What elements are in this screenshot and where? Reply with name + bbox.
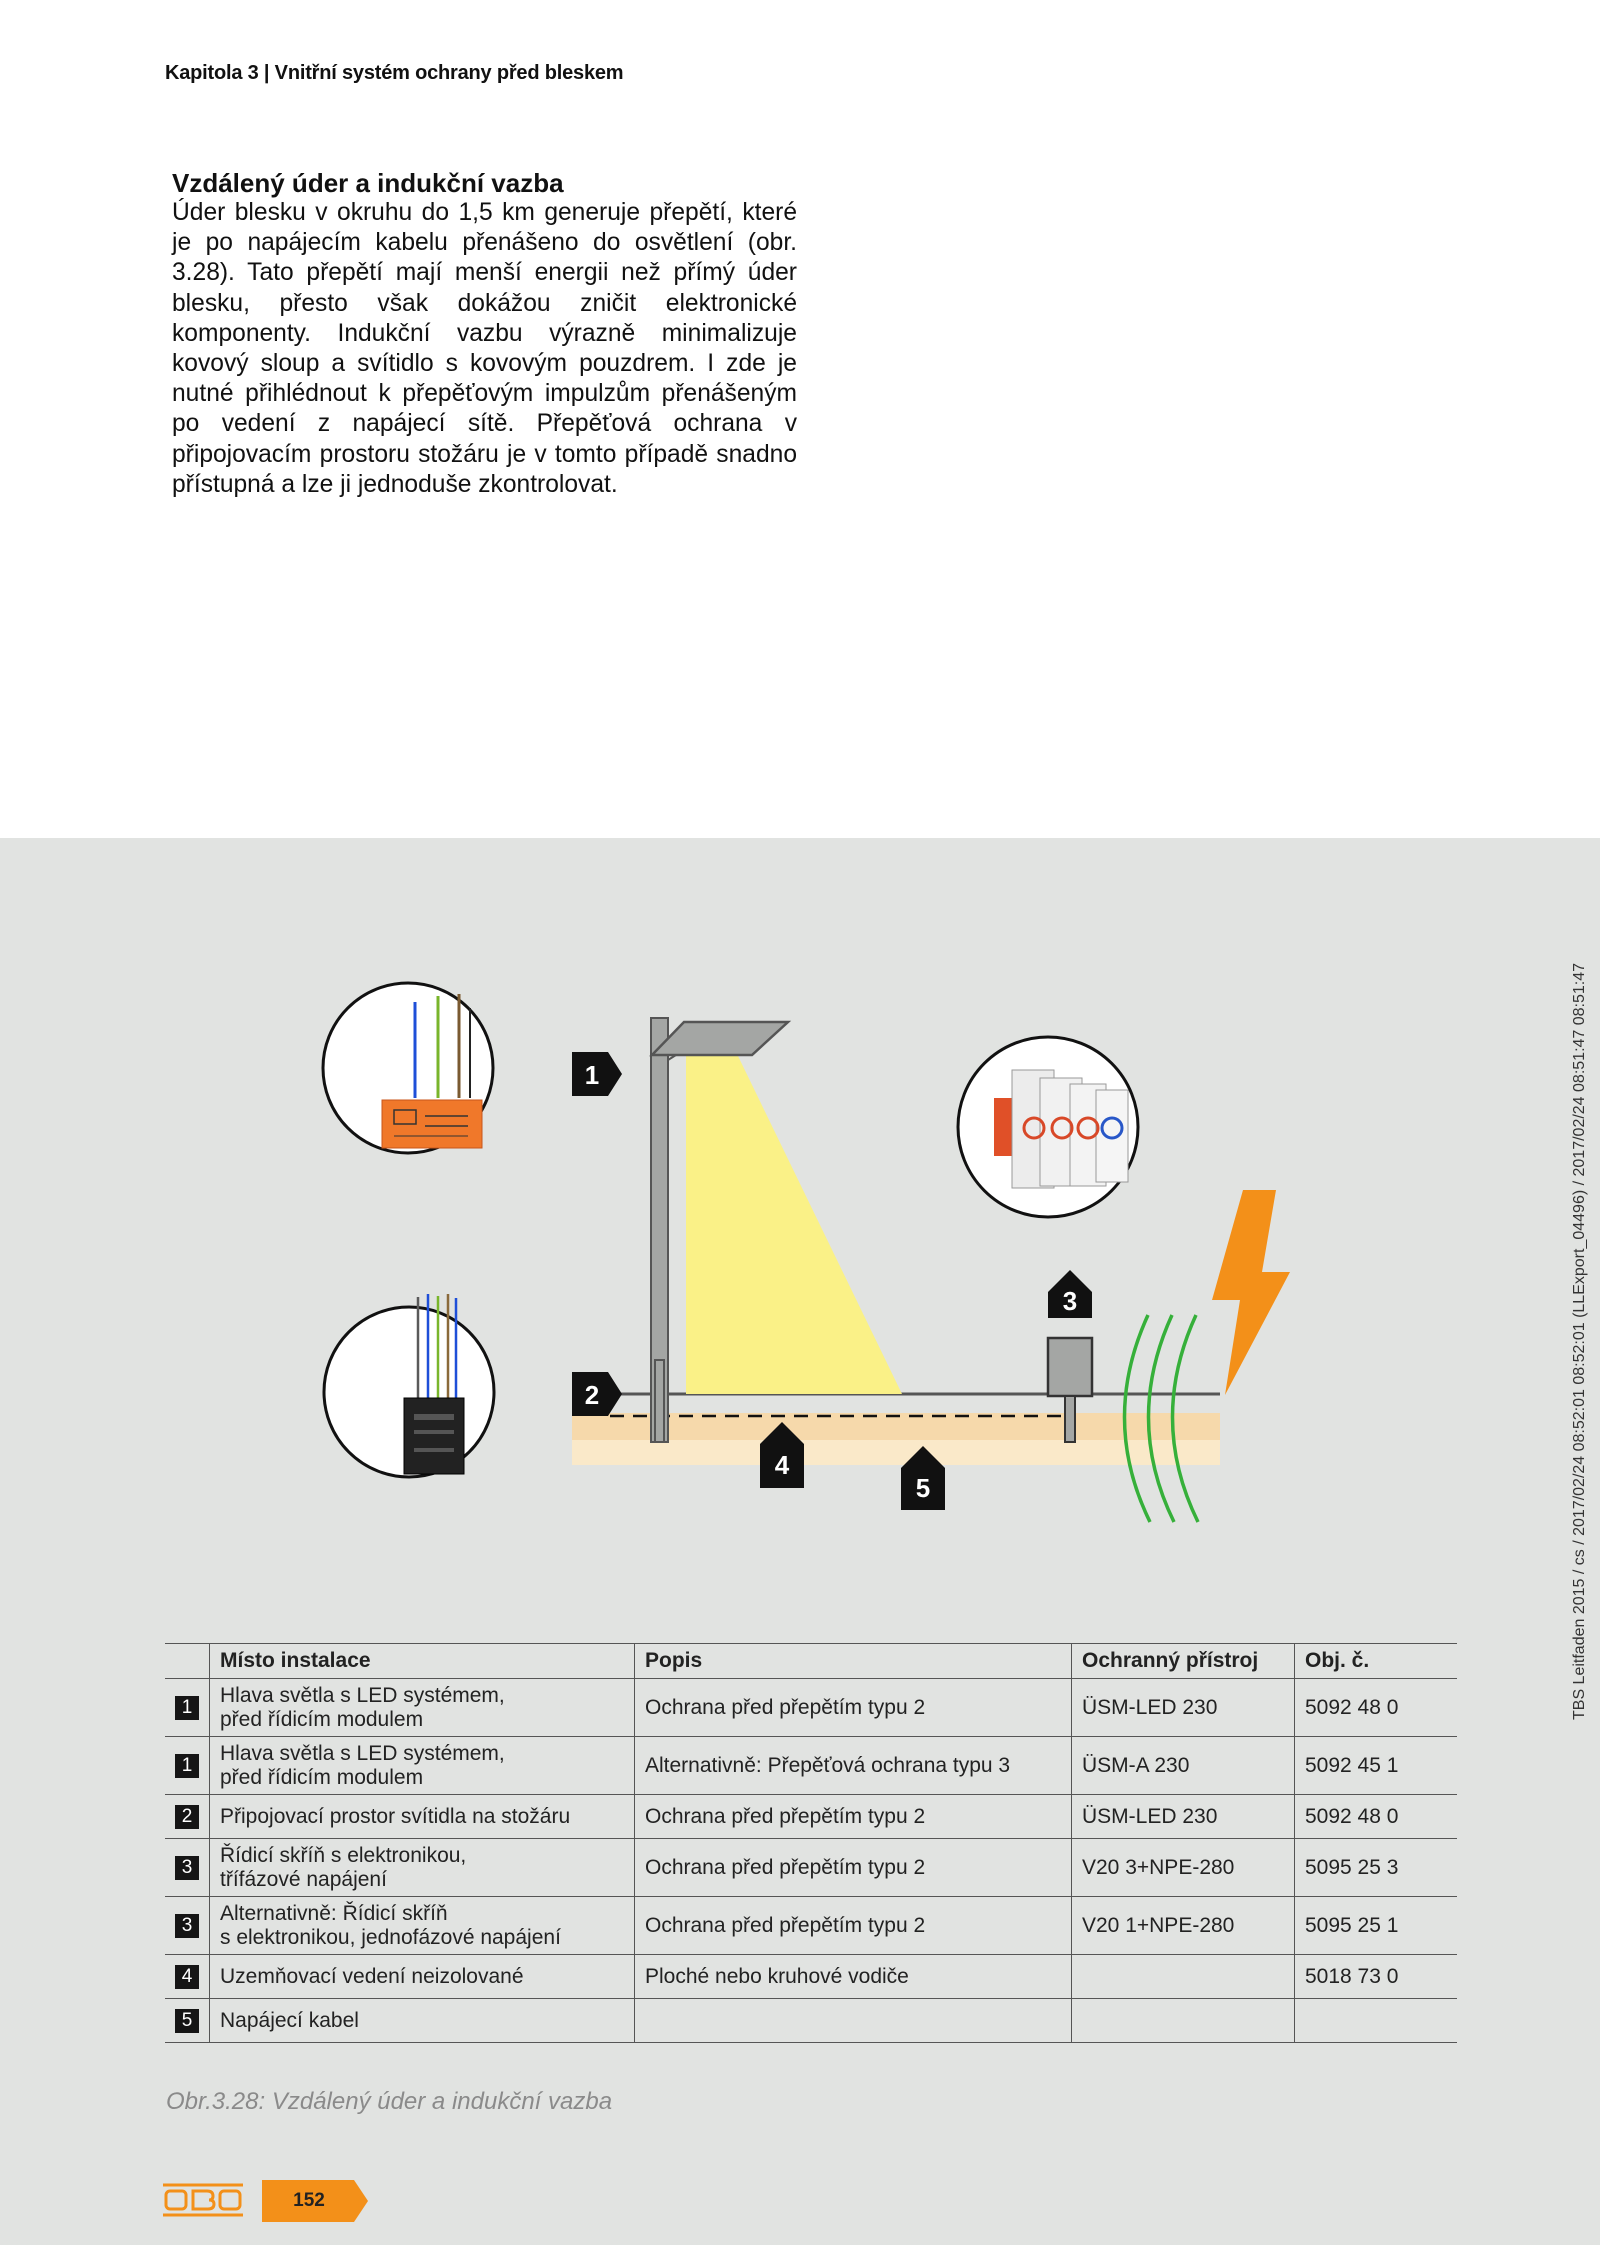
row-pristroj: ÜSM-A 230	[1072, 1737, 1295, 1795]
ground-lower-layer	[572, 1440, 1220, 1465]
row-obj: 5018 73 0	[1295, 1955, 1458, 1999]
header-pristroj: Ochranný přístroj	[1072, 1644, 1295, 1679]
protection-table	[165, 1643, 1457, 2043]
row-popis: Alternativně: Přepěťová ochrana typu 3	[635, 1737, 1072, 1795]
callout-tag-1	[572, 1052, 622, 1096]
header-num	[165, 1644, 210, 1679]
row-popis	[635, 1999, 1072, 2043]
row-misto-line1: Uzemňovací vedení neizolované	[220, 1964, 524, 1988]
row-misto-line1: Hlava světla s LED systémem,	[220, 1741, 505, 1765]
row-pristroj: ÜSM-LED 230	[1072, 1795, 1295, 1839]
figure-caption: Obr.3.28: Vzdálený úder a indukční vazba	[166, 2088, 613, 2115]
row-misto-line1: Řídicí skříň s elektronikou,	[220, 1843, 467, 1867]
callout-tag-3	[1048, 1270, 1092, 1318]
table-header-row	[165, 1644, 1457, 1679]
row-number-badge: 3	[175, 1856, 199, 1880]
table-row	[165, 1839, 1457, 1897]
table-row	[165, 1999, 1457, 2043]
led-module-black-inset	[324, 1294, 494, 1477]
row-number-badge: 4	[175, 1965, 199, 1989]
article-heading: Vzdálený úder a indukční vazba	[172, 168, 564, 198]
table-row	[165, 1679, 1457, 1737]
light-beam	[686, 1056, 902, 1394]
row-misto-line2: s elektronikou, jednofázové napájení	[220, 1925, 561, 1949]
row-popis: Ochrana před přepětím typu 2	[635, 1839, 1072, 1897]
row-pristroj	[1072, 1955, 1295, 1999]
row-misto-line1: Hlava světla s LED systémem,	[220, 1683, 505, 1707]
row-pristroj: V20 1+NPE-280	[1072, 1897, 1295, 1955]
row-popis: Ochrana před přepětím typu 2	[635, 1897, 1072, 1955]
callout-tag-1-label: 1	[584, 1060, 600, 1090]
row-misto-line2: před řídicím modulem	[220, 1707, 424, 1731]
article-body: Úder blesku v okruhu do 1,5 km generuje přepětí, které je po napájecím kabelu přenášeno do osvětlení (obr. 3.28). Tato přepětí mají menší energii než přímý úder blesku, přesto však dokážou zničit elektronické komponenty. Indukční vazbu výrazně minimalizuje kovový sloup a svítidlo s kovovým pouzdrem. I zde je nutné přihlédnout k přepěťovým impulzům přenášeným po vedení z napájecí sítě. Přepěťová ochrana v připojovacím prostoru stožáru je v tomto případě snadno přístupná a lze ji jednoduše zkontrolovat.	[172, 199, 797, 498]
row-misto-line1: Alternativně: Řídicí skříň	[220, 1901, 448, 1925]
row-popis: Ploché nebo kruhové vodiče	[635, 1955, 1072, 1999]
surge-protector-inset	[958, 1037, 1138, 1217]
callout-tag-2-label: 2	[584, 1380, 600, 1410]
callout-tag-3-label: 3	[1062, 1286, 1078, 1316]
row-misto-line2: třífázové napájení	[220, 1867, 387, 1891]
cabinet-foot	[1065, 1396, 1075, 1442]
header-obj: Obj. č.	[1295, 1644, 1458, 1679]
control-cabinet	[1048, 1338, 1092, 1396]
row-obj	[1295, 1999, 1458, 2043]
row-number-badge: 2	[175, 1805, 199, 1829]
row-pristroj: ÜSM-LED 230	[1072, 1679, 1295, 1737]
row-obj: 5095 25 3	[1295, 1839, 1458, 1897]
row-number-badge: 1	[175, 1696, 199, 1720]
table-row	[165, 1737, 1457, 1795]
header-popis: Popis	[635, 1644, 1072, 1679]
led-module-orange-inset	[323, 983, 493, 1153]
row-pristroj	[1072, 1999, 1295, 2043]
page-number: 152	[293, 2190, 325, 2211]
lightning-diagram	[310, 970, 1310, 1540]
article	[172, 168, 797, 500]
row-obj: 5095 25 1	[1295, 1897, 1458, 1955]
row-number-badge: 3	[175, 1914, 199, 1938]
table-row	[165, 1955, 1457, 1999]
row-misto-line2: před řídicím modulem	[220, 1765, 424, 1789]
row-misto-line1: Připojovací prostor svítidla na stožáru	[220, 1804, 571, 1828]
row-misto-line1: Napájecí kabel	[220, 2008, 359, 2032]
callout-tag-5-label: 5	[915, 1473, 931, 1503]
row-pristroj: V20 3+NPE-280	[1072, 1839, 1295, 1897]
table-row	[165, 1897, 1457, 1955]
callout-tag-4-label: 4	[774, 1450, 790, 1480]
chapter-header: Kapitola 3 | Vnitřní systém ochrany před bleskem	[165, 62, 624, 84]
row-number-badge: 5	[175, 2009, 199, 2033]
pole-base	[655, 1360, 664, 1442]
lightning-bolt-icon	[1212, 1190, 1290, 1395]
row-obj: 5092 45 1	[1295, 1737, 1458, 1795]
row-popis: Ochrana před přepětím typu 2	[635, 1679, 1072, 1737]
row-number-badge: 1	[175, 1754, 199, 1778]
row-popis: Ochrana před přepětím typu 2	[635, 1795, 1072, 1839]
callout-tag-2	[572, 1372, 622, 1416]
row-obj: 5092 48 0	[1295, 1795, 1458, 1839]
row-obj: 5092 48 0	[1295, 1679, 1458, 1737]
table-row	[165, 1795, 1457, 1839]
header-misto: Místo instalace	[210, 1644, 635, 1679]
lamp-head	[652, 1022, 788, 1055]
obo-logo	[163, 2182, 243, 2218]
print-metadata-sidebar: TBS Leitfaden 2015 / cs / 2017/02/24 08:52:01 08:52:01 (LLExport_04496) / 2017/02/24 08:51:47 08:51:47	[1571, 962, 1588, 1720]
